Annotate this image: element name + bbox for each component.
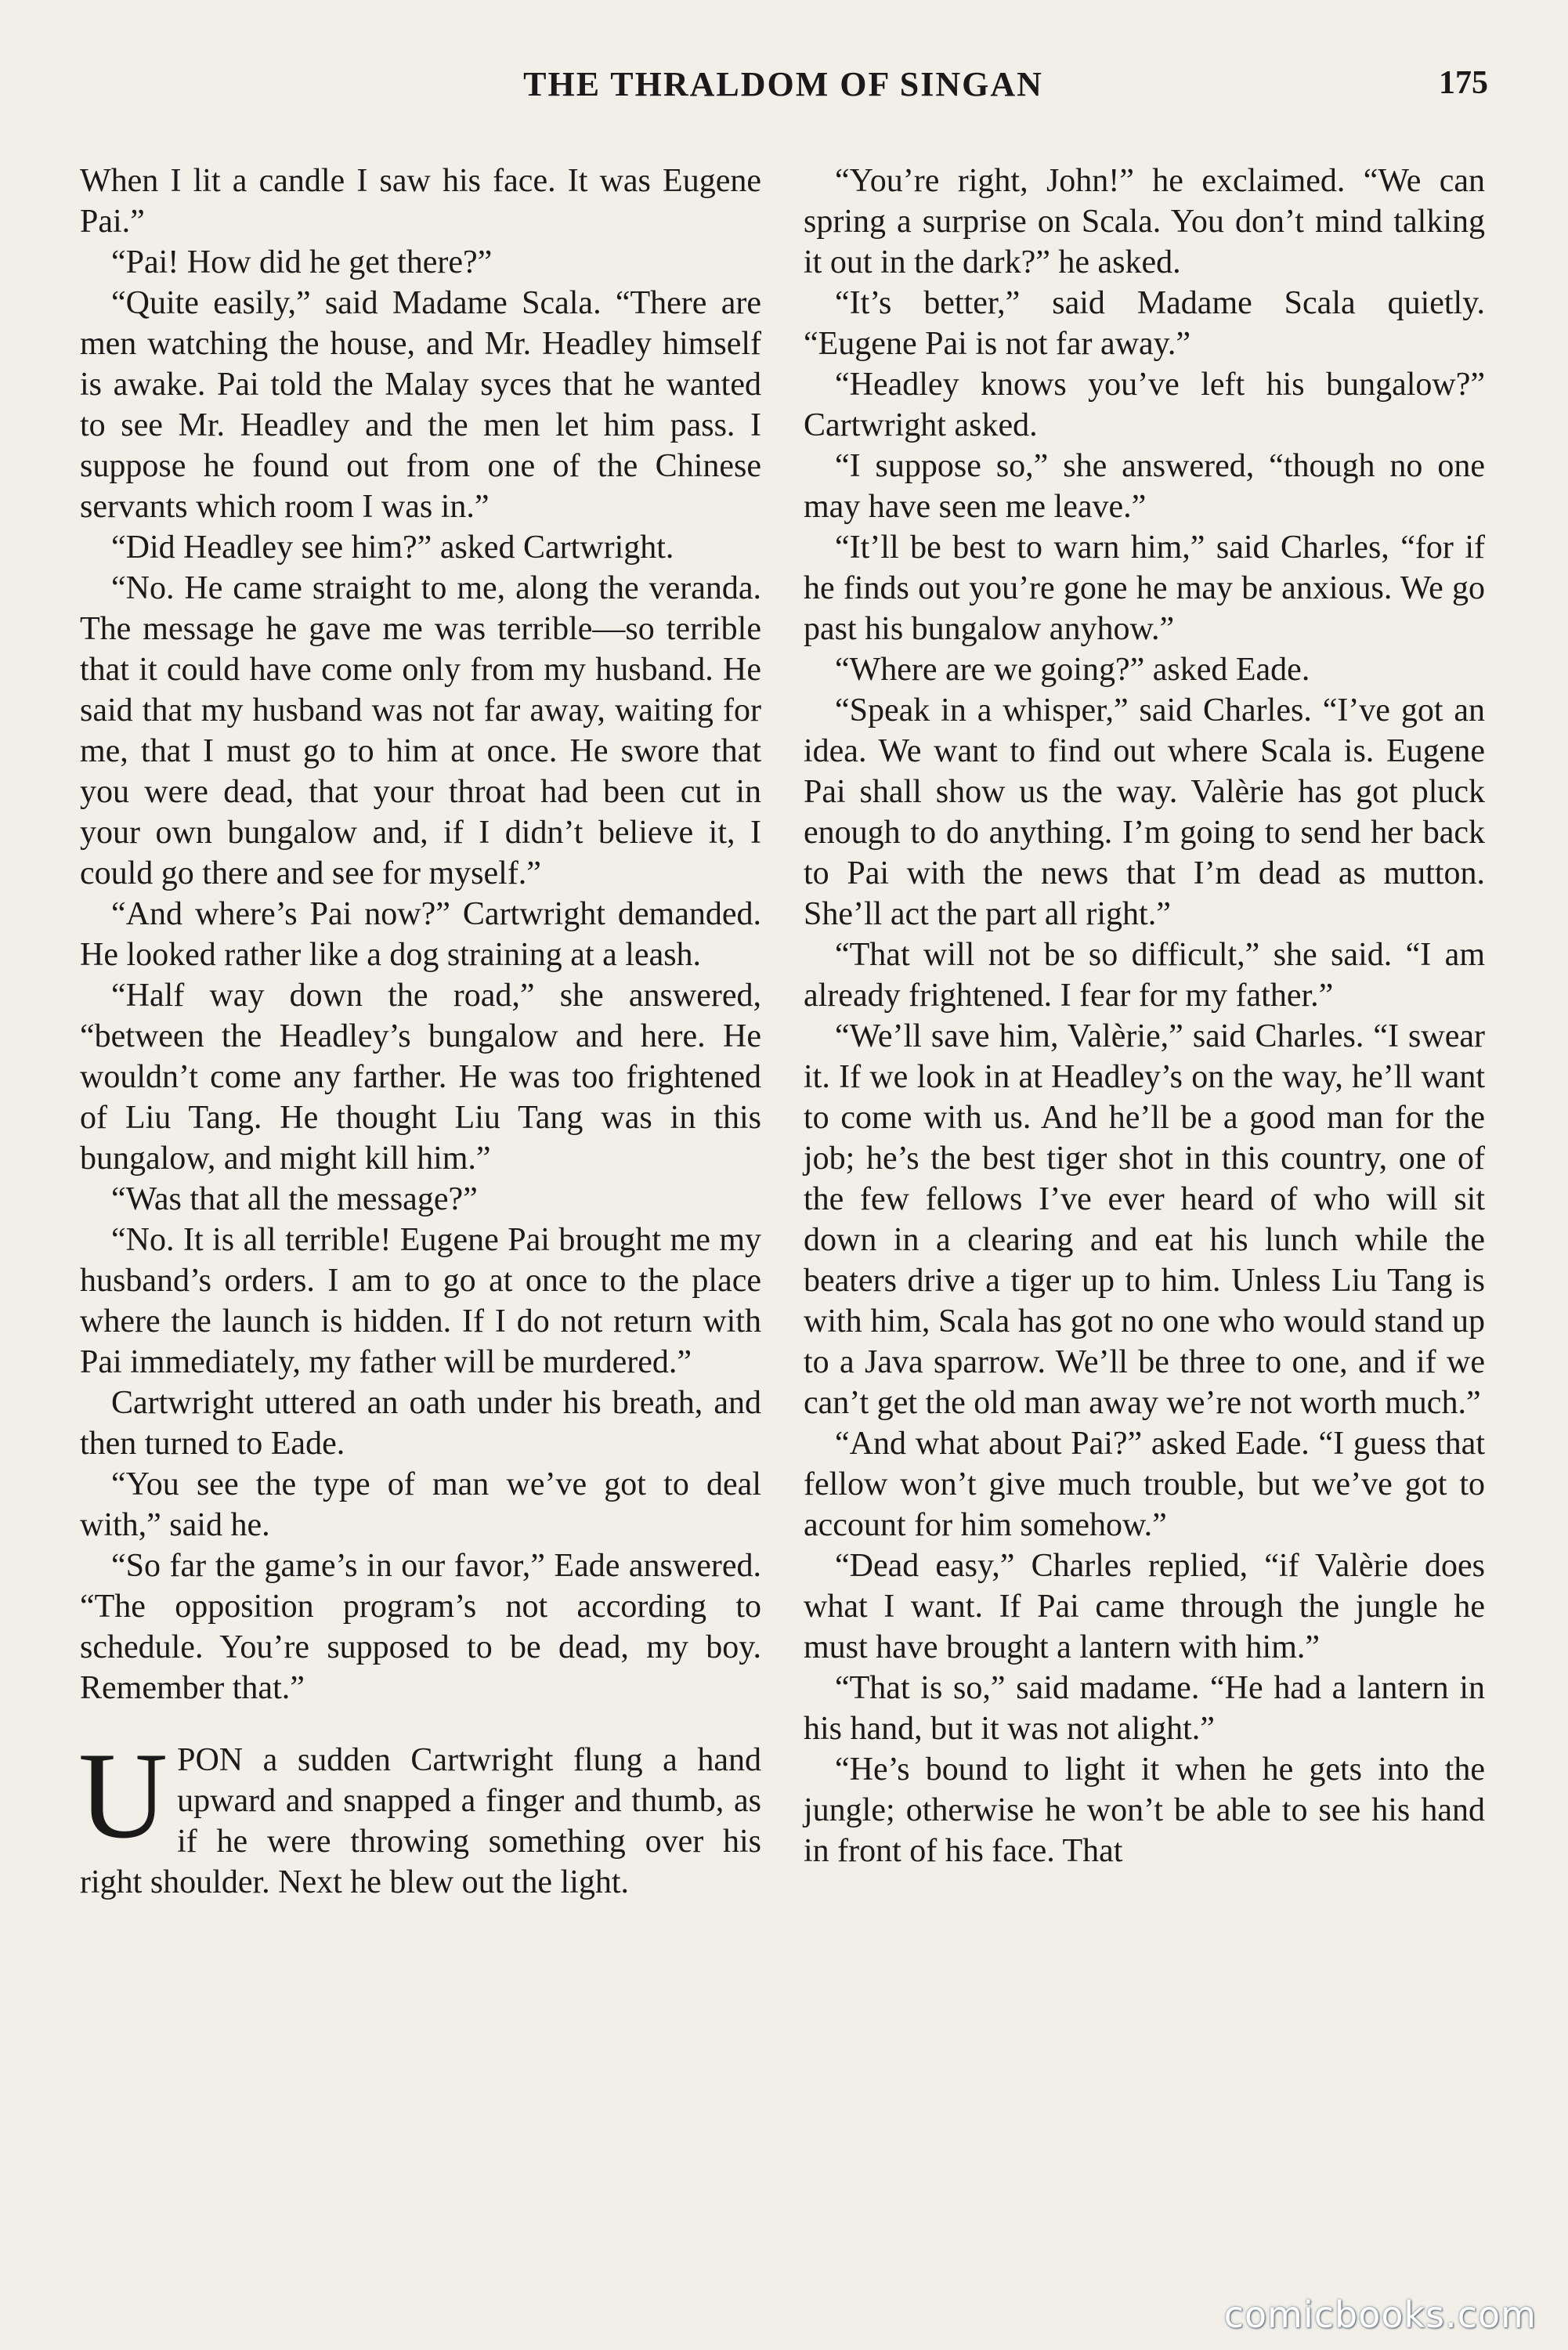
- section-break: [80, 1708, 761, 1740]
- paragraph: “You see the type of man we’ve got to deal with,” said he.: [80, 1466, 761, 1543]
- paragraph: “Was that all the message?”: [111, 1181, 478, 1217]
- paragraph: “So far the game’s in our favor,” Eade answered. “The opposition program’s not according to schedule. You’re supposed to be dead, my boy. Remember that.”: [80, 1548, 761, 1706]
- paragraph: “No. It is all terrible! Eugene Pai brought me my husband’s orders. I am to go at once to the place where the launch is hidden. If I do not return with Pai immediately, my father will be murdered.”: [80, 1222, 761, 1380]
- paragraph: “Dead easy,” Charles replied, “if Valèrie does what I want. If Pai came through the jungle he must have brought a lantern with him.”: [804, 1548, 1485, 1665]
- paragraph: Cartwright uttered an oath under his breath, and then turned to Eade.: [80, 1385, 761, 1462]
- paragraph: “Headley knows you’ve left his bungalow?” Cartwright asked.: [804, 367, 1485, 443]
- paragraph: “Did Headley see him?” asked Cartwright.: [111, 530, 674, 566]
- paragraph-text: PON a sudden Cartwright flung a hand upward and snapped a finger and thumb, as if he were throwing something over his right shoulder. Next he blew out the light.: [80, 1742, 761, 1900]
- left-column: [80, 161, 761, 1903]
- paragraph: “Speak in a whisper,” said Charles. “I’ve got an idea. We want to find out where Scala is. Eugene Pai shall show us the way. Valèrie has got pluck enough to do anything. I’m going to send her back to Pai with the news that I’m dead as mutton. She’ll act the part all right.”: [804, 692, 1485, 932]
- paragraph: “It’s better,” said Madame Scala quietly. “Eugene Pai is not far away.”: [804, 285, 1485, 362]
- paragraph: “That is so,” said madame. “He had a lantern in his hand, but it was not alight.”: [804, 1670, 1485, 1747]
- paragraph: “Pai! How did he get there?”: [111, 244, 493, 280]
- page-header: [78, 64, 1488, 111]
- paragraph: “That will not be so difficult,” she said. “I am already frightened. I fear for my father.”: [804, 937, 1485, 1014]
- paragraph: “He’s bound to light it when he gets into the jungle; otherwise he won’t be able to see his hand in front of his face. That: [804, 1752, 1485, 1869]
- paragraph: “I suppose so,” she answered, “though no one may have seen me leave.”: [804, 448, 1485, 525]
- paragraph: “Where are we going?” asked Eade.: [835, 652, 1310, 688]
- page-number: 175: [1439, 65, 1488, 101]
- right-column: [804, 161, 1485, 1871]
- paragraph: “We’ll save him, Valèrie,” said Charles. “I swear it. If we look in at Headley’s on the way, he’ll want to come with us. And he’ll be a good man for the job; he’s the best tiger shot in this country, one of the few fellows I’ve ever heard of who will sit down in a clearing and eat his lunch while the beaters drive a tiger up to him. Unless Liu Tang is with him, Scala has got no one who would stand up to a Java sparrow. We’ll be three to one, and if we can’t get the old man away we’re not worth much.”: [804, 1018, 1485, 1421]
- paragraph: “And what about Pai?” asked Eade. “I guess that fellow won’t give much trouble, but we’ve got to account for him somehow.”: [804, 1426, 1485, 1543]
- drop-cap: U: [78, 1727, 168, 1864]
- running-title: THE THRALDOM OF SINGAN: [523, 65, 1043, 103]
- paragraph: When I lit a candle I saw his face. It was Eugene Pai.”: [80, 163, 761, 240]
- paragraph: “No. He came straight to me, along the veranda. The message he gave me was terrible—so terrible that it could have come only from my husband. He said that my husband was not far away, waiting for me, that I must go to him at once. He swore that you were dead, that your throat had been cut in your own bungalow and, if I didn’t believe it, I could go there and see for myself.”: [80, 570, 761, 891]
- paragraph: “And where’s Pai now?” Cartwright demanded. He looked rather like a dog straining at a leash.: [80, 896, 761, 973]
- paragraph: “Quite easily,” said Madame Scala. “There are men watching the house, and Mr. Headley himself is awake. Pai told the Malay syces that he wanted to see Mr. Headley and the men let him pass. I suppose he found out from one of the Chinese servants which room I was in.”: [80, 285, 761, 525]
- paragraph: “Half way down the road,” she answered, “between the Headley’s bungalow and here. He wouldn’t come any farther. He was too frightened of Liu Tang. He thought Liu Tang was in this bungalow, and might kill him.”: [80, 978, 761, 1177]
- dropcap-paragraph: [78, 1727, 761, 1903]
- paragraph: “You’re right, John!” he exclaimed. “We can spring a surprise on Scala. You don’t mind talking it out in the dark?” he asked.: [804, 163, 1485, 280]
- paragraph: “It’ll be best to warn him,” said Charles, “for if he finds out you’re gone he may be anxious. We go past his bungalow anyhow.”: [804, 530, 1485, 647]
- watermark-logo: comicbooks.com: [1223, 2294, 1537, 2336]
